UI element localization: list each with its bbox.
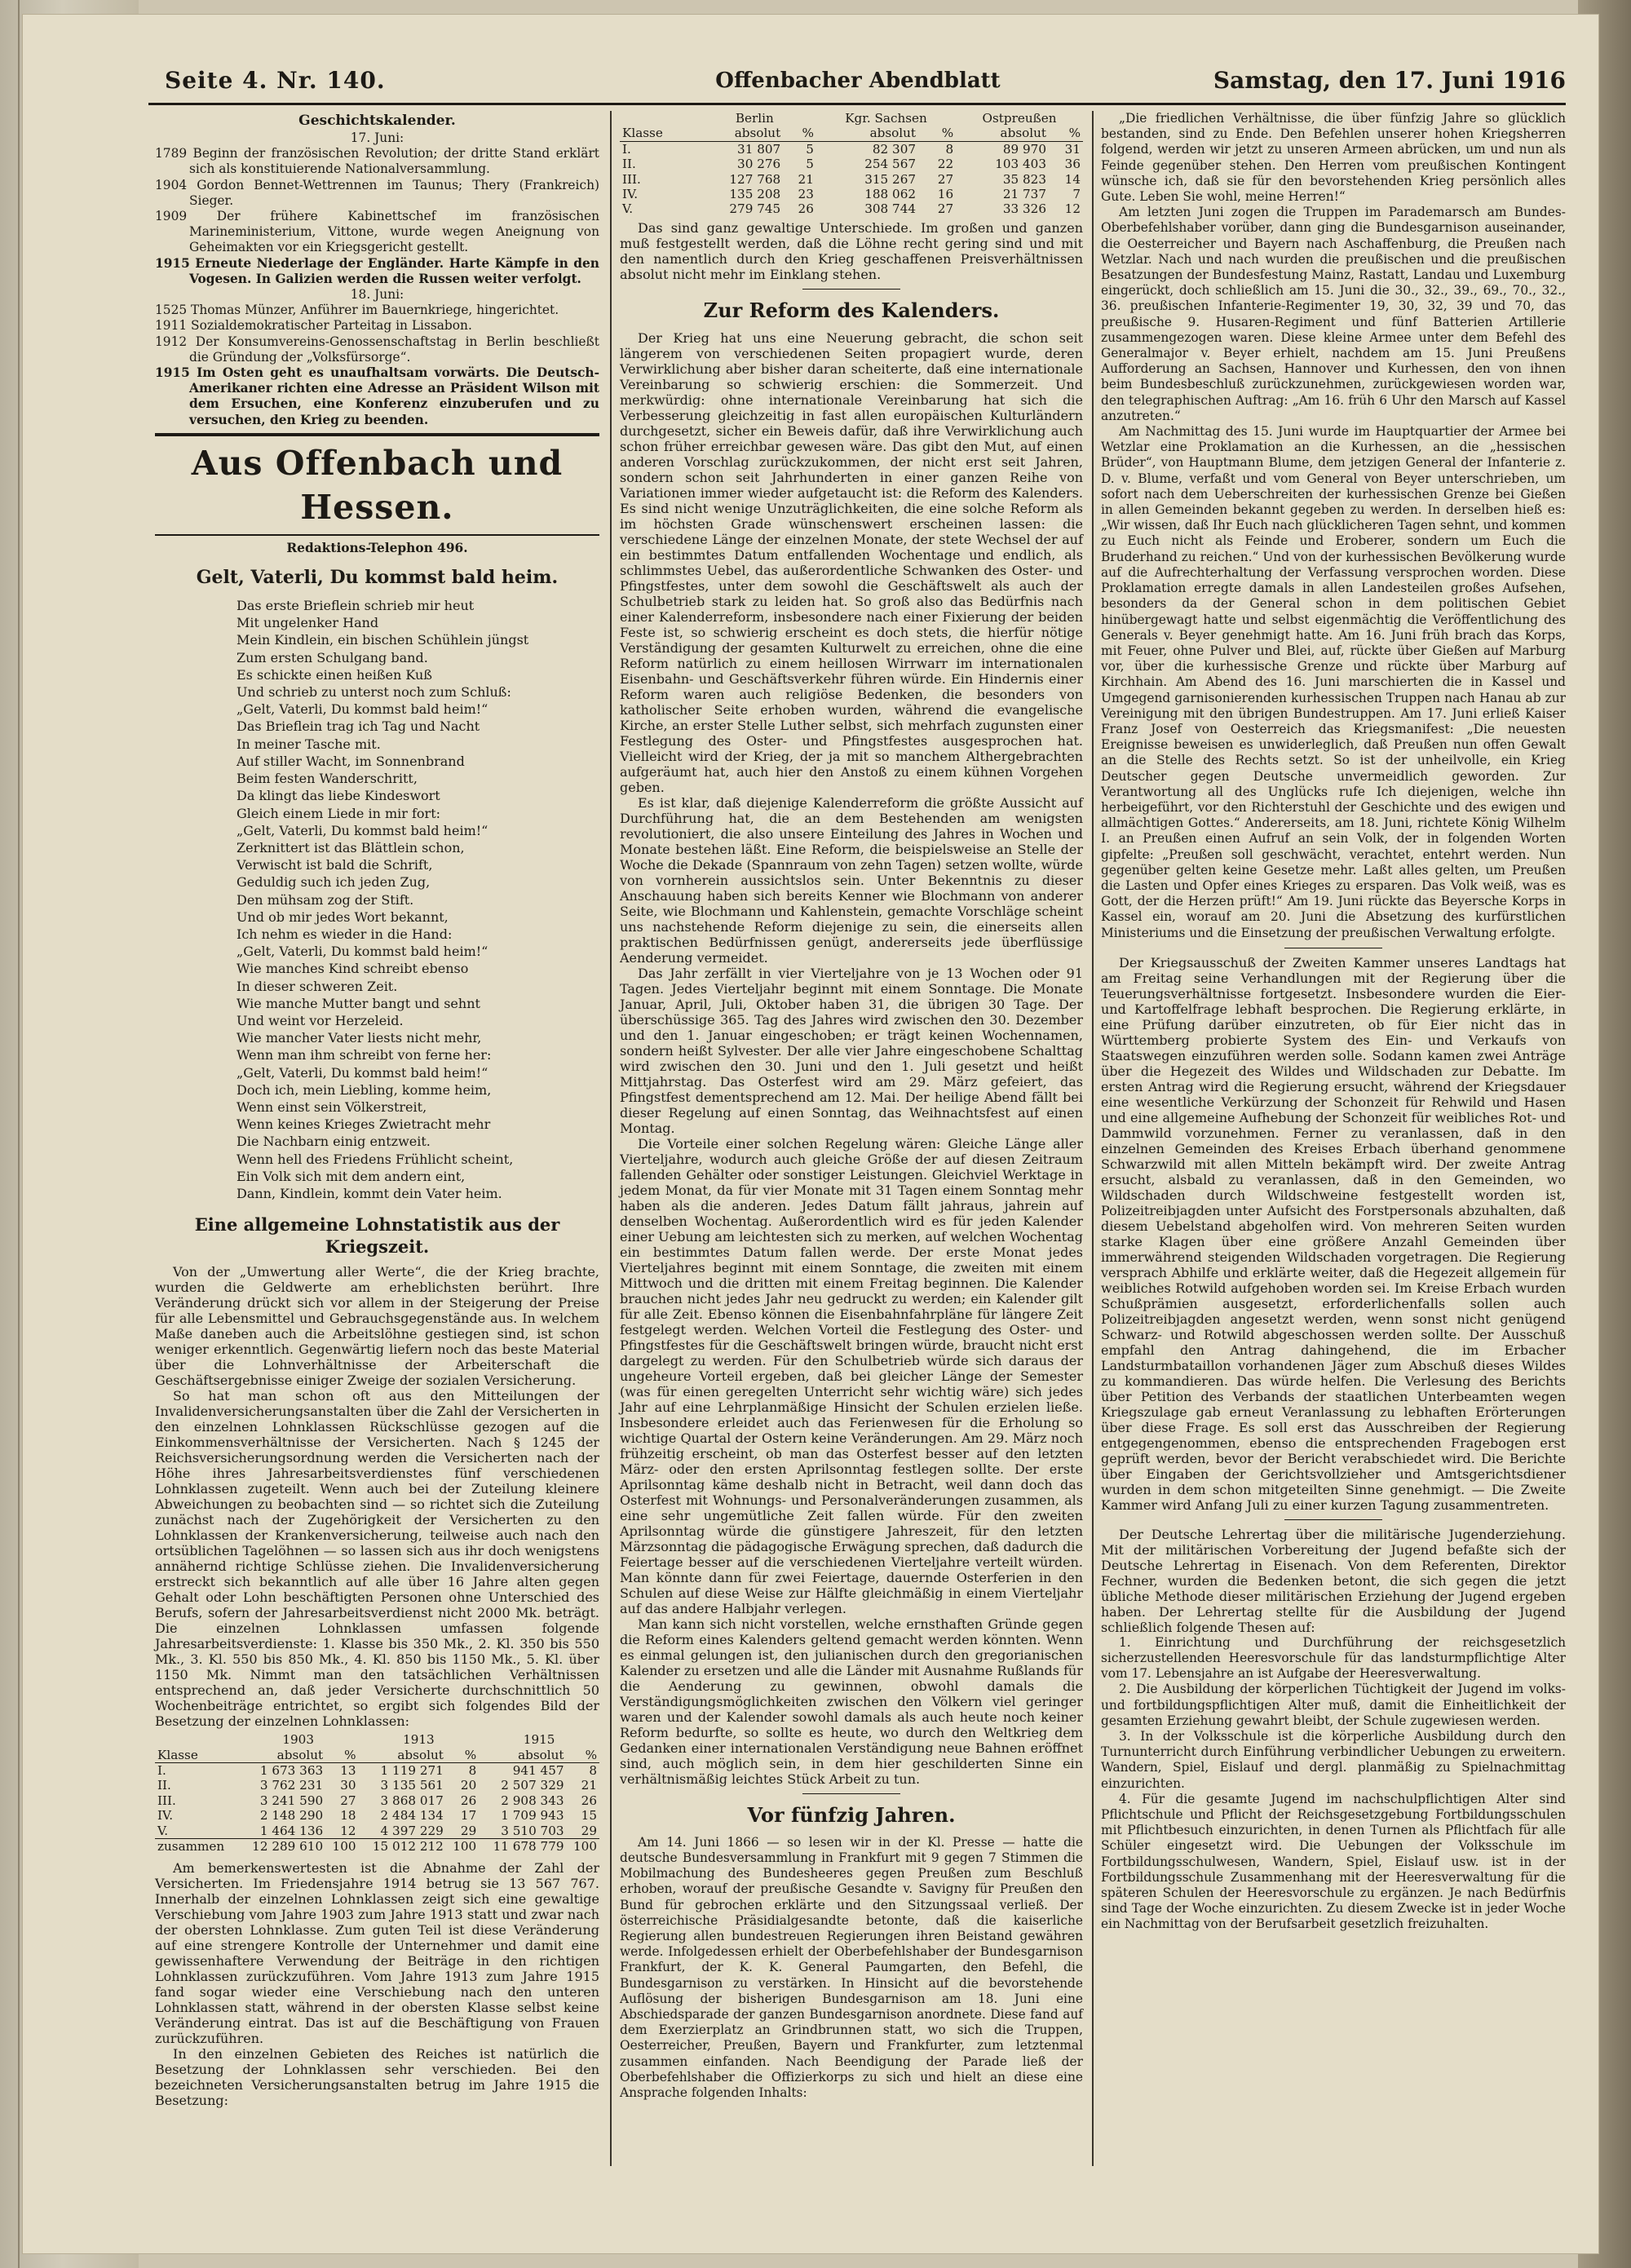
table-cell: I. — [157, 1762, 166, 1778]
table-cell: 3 241 590 — [259, 1793, 324, 1808]
poem-title: Gelt, Vaterli, Du kommst bald heim. — [196, 567, 559, 589]
fuenfzig-continuation: Am letzten Juni zogen die Truppen im Parademarsch am Bundes-Oberbefehlshaber vorüber, dann ging die Bundesgarnison auseinander, die Oesterreicher und Bayern nach Aschaffenburg, die Preußen nach Wetzlar. Nach und nach wurden die preußischen und die preußischen Besatzungen der Bundesfestung Mainz, Rastatt, Landau und Luxemburg eingerückt, doch schließlich am 15. Juni die 30., 32., 39., 69., 70., 32., 36. preußischen Infanterie-Regimenter 19, 30, 32, 39 und 70, das preußische 9. Husaren-Regiment und fünf Batterien Artillerie zusammengezogen waren. Diese kleine Armee unter dem Befehl des Generalmajor v. Beyer erhielt, nachdem am 15. Juni Preußens Aufforderung an Sachsen, Hannover und Kurhessen, den von ihnen beim Bundesbeschluß zurückzunehmen, zurückgewiesen worden war, den telegraphischen Auftrag: „Am 16. früh 6 Uhr den Marsch auf Kassel anzutreten.“ — [1101, 205, 1566, 423]
table-cell: 1 709 943 — [501, 1808, 564, 1824]
poem-line: Wenn keines Krieges Zwietracht mehr — [236, 1116, 491, 1133]
table-subheader: absolut — [734, 126, 781, 141]
table-subheader: % — [802, 126, 814, 141]
table-region: Berlin — [735, 111, 774, 126]
table-cell: 12 — [340, 1823, 356, 1838]
table-row — [155, 1793, 599, 1808]
table-cell: 127 768 — [729, 171, 781, 187]
table-subheader: absolut — [1000, 126, 1047, 141]
table-cell: 29 — [460, 1823, 477, 1838]
poem-line: Die Nachbarn einig entzweit. — [236, 1134, 431, 1150]
table-cell: V. — [157, 1823, 169, 1838]
kalender-entries-1 — [155, 146, 599, 287]
poem-line: In dieser schweren Zeit. — [236, 978, 398, 994]
table-cell: 3 868 017 — [380, 1793, 444, 1808]
lehrertag-thesis: 4. Für die gesamte Jugend im nachschulpflichtigen Alter sind Pflichtschule und Pflicht der Reichsgesetzgebung Fortbildungsschulen mit Pflichtbesuch einzurichten, in denen Turnen als Pflichtfach für alle Schüler eingesetzt wird. Die Uebungen der Volksschule im Fortbildungsschulwesen, Wandern, Spiel, Eislauf usw. ist in der Fortbildungsschule Zusammenhang mit der Heeresverwaltung für die späteren Schulen der Heeresvorschule zu ergänzen. Je nach Bedürfnis sind Tage der Woche einzurichten. Zu diesem Zwecke ist in jeder Woche ein Nachmittag von der Berufsarbeit gesetzlich freizuhalten. — [1101, 1791, 1566, 1932]
header-date: Samstag, den 17. Juni 1916 — [1213, 67, 1566, 94]
section-rule — [155, 433, 599, 436]
poem-line: Wie manches Kind schreibt ebenso — [236, 961, 469, 977]
poem-line: Und ob mir jedes Wort bekannt, — [236, 909, 449, 925]
poem-line: „Gelt, Vaterli, Du kommst bald heim!“ — [236, 1064, 488, 1081]
fuenfzig-paragraph: Am 14. Juni 1866 — so lesen wir in der Kl. Presse — hatte die deutsche Bundesversammlung in Frankfurt mit 9 gegen 7 Stimmen die Mobilmachung des Bundesheeres gegen Preußen zum Beschluß erhoben, worauf der preußische Gesandte v. Savigny für Preußen den Bund für gebrochen erklärte und den Sitzungssaal verließ. Der österreichische Präsidialgesandte betonte, daß die kaiserliche Regierung allen bundestreuen Regierungen ihren Beistand gewähren werde. Infolgedessen erhielt der Oberbefehlshaber der Bundesgarnison Frankfurt, der K. K. General Paumgarten, den Befehl, die Bundesgarnison zu verstärken. In Hinsicht auf die bevorstehende Auflösung der bisherigen Bundesgarnison am 18. Juni eine Abschiedsparade der ganzen Bundesgarnison anordnete. Diese fand auf dem Exerzierplatz an Grindbrunnen statt, wo sich die Truppen, Oesterreicher, Preußen, Bayern und Frankfurter, zum letztenmal zusammen einfanden. Nach Beendigung der Parade ließ der Oberbefehlshaber die Offizierkorps zu sich und hielt an diese eine Ansprache folgenden Inhalts: — [620, 1834, 1083, 2101]
table-cell: 8 — [468, 1762, 477, 1778]
table-cell: 36 — [1064, 157, 1081, 172]
column-2 — [620, 111, 1083, 2101]
table-cell: 308 744 — [864, 201, 917, 217]
kalender-entry: 1789 Beginn der französischen Revolution; der dritte Stand erklärt sich als konstituierende Nationalversammlung. — [155, 146, 599, 177]
table-subheader: absolut — [518, 1747, 564, 1762]
table-subheader: % — [1068, 126, 1081, 141]
column-divider — [610, 111, 612, 2166]
reform-title: Zur Reform des Kalenders. — [703, 298, 1000, 322]
table-cell: 23 — [798, 187, 814, 202]
poem-line: Dann, Kindlein, kommt dein Vater heim. — [236, 1185, 502, 1201]
table-cell: 3 510 703 — [501, 1823, 564, 1838]
table-cell: 21 — [581, 1778, 597, 1793]
poem-line: Das Brieflein trag ich Tag und Nacht — [236, 718, 480, 735]
section-rule — [1284, 1519, 1382, 1520]
lehrertag-paragraph: Der Deutsche Lehrertag über die militärische Jugenderziehung. Mit der militärischen Vorbereitung der Jugend befaßte sich der Deutsche Lehrertag in Eisenach. Von dem Referenten, Direktor Fechner, wurden die Bedenken betont, die sich gegen die jetzt übliche Methode dieser militärischen Erziehung der Jugend ergeben haben. Der Lehrertag stellte für die Ausbildung der Jugend schließlich folgende Thesen auf: — [1101, 1526, 1566, 1635]
table-cell: 2 507 329 — [501, 1778, 564, 1793]
table-row — [155, 1808, 599, 1823]
table-cell: 27 — [937, 201, 954, 217]
table-cell: II. — [157, 1778, 171, 1793]
table-cell: 26 — [798, 201, 814, 217]
table-cell: III. — [622, 171, 641, 187]
table-subheader: % — [344, 1747, 356, 1762]
table-row — [155, 1824, 599, 1839]
kalender-date: 18. Juni: — [350, 287, 404, 303]
table-subheader: Klasse — [157, 1747, 198, 1762]
kalender-entry: 1911 Sozialdemokratischer Parteitag in Lissabon. — [155, 318, 472, 334]
table-cell: 35 823 — [1002, 171, 1047, 187]
table-cell: V. — [622, 201, 634, 217]
table-row — [155, 1762, 599, 1778]
section-rule — [802, 1793, 900, 1794]
poem-line: Zerknittert ist das Blättlein schon, — [236, 839, 465, 855]
kalender-title: Geschichtskalender. — [298, 113, 456, 129]
poem-line: Das erste Brieflein schrieb mir heut — [236, 598, 475, 614]
table-cell: 82 307 — [872, 141, 917, 157]
table-subheader: % — [585, 1747, 597, 1762]
table-row — [620, 172, 1083, 187]
fuenfzig-title: Vor fünfzig Jahren. — [747, 1802, 956, 1827]
table-cell: 100 — [453, 1839, 477, 1855]
poem-line: Verwischt ist bald die Schrift, — [236, 857, 433, 873]
table-cell: 12 289 610 — [252, 1839, 324, 1855]
poem-line: Ein Volk sich mit dem andern eint, — [236, 1168, 466, 1184]
kalender-entry: 1915 Im Osten geht es unaufhaltsam vorwärts. Die Deutsch-Amerikaner richten eine Adresse an Präsident Wilson mit dem Ersuchen, eine Konferenz einzuberufen und zu versuchen, den Krieg zu beenden. — [155, 365, 599, 427]
table-subheader: absolut — [397, 1747, 444, 1762]
table-cell: 1 119 271 — [380, 1762, 444, 1778]
table-cell: 30 276 — [737, 157, 781, 172]
kalender-date: 17. Juni: — [350, 130, 404, 145]
table-subheader: % — [941, 126, 954, 141]
table-commentary: Das sind ganz gewaltige Unterschiede. Im großen und ganzen muß festgestellt werden, daß die Löhne recht gering sind und mit den namentlich durch den Krieg geschaffenen Preisverhältnissen absolut nicht mehr im Einklang stehen. — [620, 219, 1083, 282]
section-title: Aus Offenbach und Hessen. — [191, 443, 564, 527]
lehrertag-thesis: 2. Die Ausbildung der körperlichen Tüchtigkeit der Jugend im volks- und fortbildungspflichtigen Alter muß, damit die Einheitlichkeit der gesamten Erziehung gewahrt bleibt, der Schule zugewiesen werden. — [1101, 1682, 1566, 1728]
table-cell: 15 — [581, 1808, 597, 1824]
poem-line: Wenn einst sein Völkerstreit, — [236, 1099, 427, 1115]
table-total-row — [155, 1839, 599, 1855]
kalender-entry: 1915 Erneute Niederlage der Engländer. Harte Kämpfe in den Vogesen. In Galizien werden die Russen weiter verfolgt. — [155, 255, 599, 286]
lohnklassen-table — [155, 1732, 599, 1854]
header-masthead: Offenbacher Abendblatt — [715, 69, 1001, 93]
table-cell: 100 — [573, 1839, 597, 1855]
table-cell: III. — [157, 1793, 176, 1808]
table-cell: zusammen — [157, 1839, 225, 1855]
table-cell: 22 — [937, 157, 954, 172]
section-rule — [802, 289, 900, 290]
poem-line: Den mühsam zog der Stift. — [236, 891, 414, 908]
table-cell: 31 — [1064, 141, 1081, 157]
poem-line: Mein Kindlein, ein bischen Schühlein jüngst — [236, 632, 529, 648]
table-cell: 8 — [945, 141, 954, 157]
kalender-entry: 1904 Gordon Bennet-Wettrennen im Taunus; Thery (Frankreich) Sieger. — [155, 177, 599, 208]
reform-paragraph: Man kann sich nicht vorstellen, welche ernsthaften Gründe gegen die Reform eines Kalenders geltend gemacht werden könnten. Wenn es einmal gelungen ist, den julianischen durch den gregorianischen Kalender zu ersetzen und alle die Länder mit Ausnahme Rußlands für die Aenderung zu gewinnen, obwohl damals die Verständigungsmöglichkeiten zwischen den Völkern viel geringer waren und der Kalender sowohl damals als auch heute noch keiner Reform bedurfte, so sollte es heute, wo durch den Weltkrieg dem Gedanken einer internationalen Verständigung neue Bahnen eröffnet sind, auch möglich sein, in dem hier geschilderten Sinne ein verhältnismäßig leichtes Stück Arbeit zu tun. — [620, 1616, 1083, 1787]
fuenfzig-continuation: Am Nachmittag des 15. Juni wurde im Hauptquartier der Armee bei Wetzlar eine Proklamation an die Kurhessen, an die „hessischen Brüder“, von Hauptmann Blume, dem jetzigen General der Infanterie z. D. v. Blume, verfaßt und vom General von Beyer unterschrieben, um sofort nach dem Ueberschreiten der kurhessischen Grenze bei Gießen in allen Gemeinden bekannt gegeben zu werden. In derselben hieß es: „Wir wissen, daß Ihr Euch nach glücklicheren Tagen sehnt, und kommen zu Euch nicht als Feinde und Eroberer, sondern um Euch die Bruderhand zu reichen.“ Und von der kurhessischen Bevölkerung wurde auf die Aufrechterhaltung der Verfassung versprochen worden. Diese Proklamation erregte damals in allen Landesteilen großes Aufsehen, besonders da der General schon in dem politischen Gebiet hinübergewagt hatte und selbst eigenmächtig die Veröffentlichung des Generals v. Beyer genehmigt hatte. Am 16. Juni früh brach das Korps, mit Feuer, ohne Pulver und Blei, auf, rückte über Gießen auf Marburg vor, über die kurhessische Grenze und rückte über Marburg auf Kirchhain. Am Abend des 16. Juni marschierten die in Kassel und Umgegend garnisonierenden kurhessischen Truppen nach Hanau ab zur Vereinigung mit den übrigen Bundestruppen. Am 17. Juni erließ Kaiser Franz Josef von Oesterreich das Kriegsmanifest: „Die neuesten Ereignisse beweisen es unwiderleglich, daß Preußen nun offen Gewalt an die Stelle des Rechts setzt. So ist der unheilvolle, ein Krieg Deutscher gegen Deutsche unvermeidlich geworden. Zur Verantwortung all des Unglücks rufe Ich diejenigen, welche ihn herbeigeführt, vor den Richterstuhl der Geschichte und des ewigen und allmächtigen Gottes.“ Andererseits, am 18. Juni, richtete König Wilhelm I. an Preußen einen Aufruf an sein Volk, der in folgenden Worten gipfelte: „Preußen soll geschwächt, verachtet, entehrt werden. Nun gegenüber gelten keine Gesetze mehr. Laßt alles gelten, um Preußen die Lasten und Opfer eines Krieges zu ersparen. Das Volk weiß, was es Gott, der die Herzen prüft!“ Am 19. Juni rückte das Beyersche Korps in Kassel ein, worauf am 20. Juni die Absetzung des kurfürstlichen Ministeriums und die Einsetzung der preußischen Verwaltung erfolgte. — [1101, 424, 1566, 940]
poem-line: „Gelt, Vaterli, Du kommst bald heim!“ — [236, 944, 488, 960]
kriegsausschuss-paragraph: Der Kriegsausschuß der Zweiten Kammer unseres Landtags hat am Freitag seine Verhandlungen mit der Regierung über die Teuerungsverhältnisse fortgesetzt. Insbesondere wurden die Eier- und Kartoffelfrage lebhaft besprochen. Die Regierung erklärte, in eine Prüfung darüber einzutreten, ob für Eier nicht das in Württemberg probierte System des Ein- und Verkaufs von Staatswegen einzuführen werden solle. Sodann kamen zwei Anträge über die Hegezeit des Wildes und Wildschaden zur Debatte. Im ersten Antrag wird die Regierung ersucht, während der Kriegsdauer eine wesentliche Verkürzung der Schonzeit für Rehwild und Hasen und eine allgemeine Aufhebung der Schonzeit für weibliches Rot- und Dammwild vorzunehmen. Ferner zu veranlassen, daß in den einzelnen Gemeinden des Kreises Erbach überhand genommene Schwarzwild mit allen Mitteln bekämpft wird. Der zweite Antrag ersucht, alsbald zu veranlassen, daß in den Gemeinden, wo Wildschaden durch Wildschweine festgestellt worden ist, Polizeitreibjagden unter Aufsicht des Forstpersonals abzuhalten, daß diesem Uebelstand abgeholfen wird. Von mehreren Seiten wurden starke Klagen über eine größere Anzahl Gemeinden über immerwährend steigenden Wildschaden vorgetragen. Die Regierung versprach Abhilfe und erklärte weiter, daß die Hegezeit allgemein für weibliches Rotwild aufgehoben worden sei. Im Kreise Erbach wurden Schußprämien ausgesetzt, erforderlichenfalls sollen auch Polizeitreibjagden angesetzt werden, wenn sonst nicht genügend Schwarz- und Rotwild abgeschossen werden sollte. Der Ausschuß empfahl den Antrag dahingehend, die im Erbacher Landsturmbataillon vorhandenen Jäger zum Abschuß dieses Wildes zu kommandieren. Das würde helfen. Die Verlesung des Berichts über Petition des Verbands der staatlichen Unterbeamten wegen Kriegszulage gab erneut Veranlassung zu lebhaften Erörterungen über diese Frage. Es soll erst das Ausschreiben der Regierung entgegengenommen, ebenso die entsprechenden Fragebogen erst geprüft werden, bevor der Bericht verabschiedet wird. Die Berichte über Eingaben der Gerichtsvollzieher und Amtsgerichtsdiener wurden in dem schon mitgeteilten Sinne genehmigt. — Die Zweite Kammer wird Anfang Juli zu einer kurzen Tagung zusammentreten. — [1101, 954, 1566, 1513]
table-cell: 31 807 — [737, 141, 781, 157]
reform-paragraph: Die Vorteile einer solchen Regelung wären: Gleiche Länge aller Vierteljahre, wodurch auch gleiche Größe der auf diesen Zeitraum fallenden Gehälter oder sonstiger Leistungen. Gleichviel Werktage in jedem Monat, da für vier Monate mit 31 Tagen einem Sonntag mehr haben als die anderen. Jedes Datum fällt jahraus, jahrein auf denselben Wochentag. Außerordentlich wird es für jeden Kalender einer Uebung am leichtesten sich zu merken, auf welchen Wochentag ein bestimmtes Datum fallen werde. Der erste Monat jedes Vierteljahres beginnt mit einem Sonntage, die zweiten mit einem Mittwoch und die dritten mit einem Freitag beginnen. Die Kalender brauchen nicht jedes Jahr neu gedruckt zu werden; ein Kalender gilt für alle Zeit. Ebenso können die Eisenbahnfahrpläne für längere Zeit festgelegt werden. Welchen Vorteil die Festlegung des Oster- und Pfingstfestes für die Geschäftswelt bringen würde, braucht nicht erst dargelegt zu werden. Für den Schulbetrieb würde sich daraus der ungeheure Vorteil ergeben, daß bei gleicher Länge der Semester (was für einen geregelten Unterricht sehr wichtig wäre) sich jedes Jahr auf eine Lehrplanmäßige Hinsicht der Schulen erzielen ließe. Insbesondere erleidet auch das Ferienwesen für die Erholung so wichtige Quartal der Ostern keine Veränderungen. Am 29. März noch frühzeitig erscheint, ob man das Osterfest besser auf den letzten März- oder den ersten Aprilsonntag festlegen sollte. Der erste Aprilsonntag käme deshalb nicht in Betracht, weil dann doch das Osterfest mit Wohnungs- und Personalveränderungen zusammen, als eine sehr ungemütliche Zeit fallen würde. Für den zweiten Aprilsonntag würde die günstigere Jahreszeit, für den letzten Märzsonntag die pädagogische Erwägung sprechen, daß dadurch die Feiertage besser auf die verschiedenen Vierteljahre verteilt würden. Man könnte dann für zwei Feiertage, dauernde Osterferien in den Schulen auf diese Weise zur Hälfte gleichmäßig in einem Vierteljahr auf das andere Halbjahr verlegen. — [620, 1135, 1083, 1616]
reform-paragraph: Der Krieg hat uns eine Neuerung gebracht, die schon seit längerem von verschiedenen Seiten propagiert wurde, deren Verwirklichung aber bisher daran scheiterte, daß eine internationale Vereinbarung so schwierig erschien: die Sommerzeit. Und merkwürdig: ohne internationale Vereinbarung hat sich die Verbesserung gleichzeitig in fast allen europäischen Kulturländern durchgesetzt, sicher ein Beweis dafür, daß ihre Verwirklichung auch schon früher erreichbar gewesen wäre. Das gibt den Mut, auf einen anderen Vorschlag zurückzukommen, der nicht erst seit Jahren, sondern schon seit Jahrhunderten in einer ganzen Reihe von Variationen immer wieder aufgetaucht ist: die Reform des Kalenders. Es sind nicht wenige Unzuträglichkeiten, die eine solche Reform als im höchsten Grade wünschenswert erscheinen lassen: die verschiedene Länge der einzelnen Monate, der stete Wechsel der auf ein bestimmtes Datum entfallenden Wochentage und endlich, als schlimmstes Uebel, das außerordentliche Schwanken des Oster- und Pfingstfestes, unter dem sowohl die Geschäftswelt als auch der Schulbetrieb stark zu leiden hat. So groß also das Bedürfnis nach einer Kalenderreform, insbesondere nach einer Fixierung der beiden Feste ist, so schwierig erscheint es doch stets, die hierfür nötige Verständigung der gesamten Kulturwelt zu erreichen, ohne die eine Reform natürlich zu einem heillosen Wirrwarr im internationalen Eisenbahn- und Geschäftsverkehr führen würde. Ein Hindernis einer Reform waren auch religiöse Bedenken, die besonders von katholischer Seite erhoben wurden, während die evangelische Kirche, an erster Stelle Luther selbst, sich mehrfach zugunsten einer Festlegung des Oster- und Pfingstfestes ausgesprochen hat. Vielleicht wird der Krieg, der ja mit so manchem Althergebrachten aufgeräumt hat, auch hier den Anstoß zu einem kühnen Vorgehen geben. — [620, 329, 1083, 795]
table-cell: 4 397 229 — [380, 1823, 444, 1838]
lohn-paragraph: Am bemerkenswertesten ist die Abnahme der Zahl der Versicherten. Im Friedensjahre 1914 betrug sie 13 567 767. Innerhalb der einzelnen Lohnklassen zeigt sich eine gewaltige Verschiebung vom Jahre 1903 zum Jahre 1913 statt und zwar nach der obersten Lohnklasse. Zum guten Teil ist diese Veränderung auf eine strengere Kontrolle der Unternehmer und damit eine gewissenhaftere Verwendung der Beiträge in den richtigen Lohnklassen zurückzuführen. Vom Jahre 1913 zum Jahre 1915 fand sogar wieder eine Verschiebung nach den unteren Lohnklassen statt, während in der obersten Klasse selbst keine Veränderung eintrat. Das ist auf die Beschäftigung von Frauen zurückzuführen. — [155, 1860, 599, 2047]
column-3 — [1101, 111, 1566, 1933]
poem-line: Wenn man ihm schreibt von ferne her: — [236, 1047, 492, 1063]
table-cell: 14 — [1064, 171, 1081, 187]
table-cell: 20 — [460, 1778, 477, 1793]
header-page-number: Seite 4. Nr. 140. — [165, 67, 386, 94]
table-cell: 941 457 — [512, 1762, 564, 1778]
poem-line: Zum ersten Schulgang band. — [236, 649, 428, 665]
table-region: Ostpreußen — [982, 111, 1057, 126]
poem-line: Und schrieb zu unterst noch zum Schluß: — [236, 684, 511, 701]
table-cell: 30 — [340, 1778, 356, 1793]
page-header — [148, 64, 1566, 96]
table-cell: 103 403 — [995, 157, 1047, 172]
lehrertag-thesis: 3. In der Volksschule ist die körperliche Ausbildung durch den Turnunterricht durch Einführung verbindlicher Uebungen zu erweitern. Wandern, Spiel, Eislauf und dergl. planmäßig zu Spielnachmittag einzurichten. — [1101, 1728, 1566, 1791]
poem-line: Mit ungelenker Hand — [236, 615, 379, 631]
table-cell: 5 — [806, 141, 814, 157]
table-row — [620, 201, 1083, 216]
redaktions-telephon: Redaktions-Telephon 496. — [286, 540, 468, 555]
column-1 — [155, 111, 599, 2108]
table-cell: 18 — [340, 1808, 356, 1824]
column-divider — [1092, 111, 1094, 2166]
table-subheader-row — [155, 1748, 599, 1763]
poem-line: Wie mancher Vater liests nicht mehr, — [236, 1030, 482, 1046]
table-cell: 2 484 134 — [380, 1808, 444, 1824]
table-cell: 33 326 — [1002, 201, 1047, 217]
table-cell: 2 148 290 — [259, 1808, 324, 1824]
table-cell: 7 — [1072, 187, 1081, 202]
kalender-entries-2 — [155, 303, 599, 428]
kalender-entry: 1909 Der frühere Kabinettschef im französischen Marineministerium, Vittone, wurde wegen Aneignung von Geheimakten vor ein Kriegsgericht gestellt. — [155, 209, 599, 255]
poem-line: Es schickte einen heißen Kuß — [236, 666, 432, 683]
poem-line: Auf stiller Wacht, im Sonnenbrand — [236, 753, 465, 769]
table-cell: 5 — [806, 157, 814, 172]
table-row — [155, 1778, 599, 1793]
table-cell: 15 012 212 — [372, 1839, 444, 1855]
table-cell: 135 208 — [729, 187, 781, 202]
table-cell: 188 062 — [864, 187, 917, 202]
table-cell: 3 762 231 — [259, 1778, 324, 1793]
lohn-paragraph: Von der „Umwertung aller Werte“, die der Krieg brachte, wurden die Geldwerte am erheblichsten berührt. Ihre Veränderung drückt sich vor allem in der Steigerung der Preise für alle Lebensmittel und Gebrauchsgegenstände aus. In welchem Maße daneben auch die Arbeitslöhne gestiegen sind, ist schon weniger erkenntlich. Gegenwärtig liefern noch das beste Material über die Lohnverhältnisse der Arbeiterschaft die Geschäftsergebnisse einiger Zweige der sozialen Versicherung. — [155, 1264, 599, 1389]
table-year: 1903 — [282, 1732, 314, 1748]
poem-line: Wie manche Mutter bangt und sehnt — [236, 995, 480, 1011]
regional-table — [620, 111, 1083, 217]
table-cell: 11 678 779 — [493, 1839, 564, 1855]
kalender-entry: 1525 Thomas Münzer, Anführer im Bauernkriege, hingerichtet. — [155, 303, 559, 318]
lohn-title: Eine allgemeine Lohnstatistik aus der Kriegszeit. — [194, 1214, 560, 1258]
table-cell: 12 — [1064, 201, 1081, 217]
section-rule — [155, 534, 599, 536]
poem-line: Doch ich, mein Liebling, komme heim, — [236, 1081, 492, 1098]
poem-line: Beim festen Wanderschritt, — [236, 771, 418, 787]
spacer — [155, 1854, 599, 1860]
table-row — [620, 187, 1083, 201]
table-subheader: % — [464, 1747, 477, 1762]
table-subheader: absolut — [869, 126, 917, 141]
table-cell: IV. — [622, 187, 639, 202]
table-year: 1915 — [523, 1732, 555, 1748]
table-cell: 26 — [581, 1793, 597, 1808]
header-rule — [148, 103, 1566, 105]
poem-line: Ich nehm es wieder in die Hand: — [236, 926, 453, 942]
poem-line: Da klingt das liebe Kindeswort — [236, 788, 440, 804]
table-cell: 21 737 — [1002, 187, 1047, 202]
poem-line: „Gelt, Vaterli, Du kommst bald heim!“ — [236, 701, 488, 718]
table-cell: I. — [622, 141, 631, 157]
poem-line: Wenn hell des Friedens Frühlicht scheint, — [236, 1151, 514, 1167]
table-cell: 27 — [937, 171, 954, 187]
table-year: 1913 — [403, 1732, 435, 1748]
poem-line: Geduldig such ich jeden Zug, — [236, 874, 431, 891]
table-cell: 27 — [340, 1793, 356, 1808]
table-cell: 21 — [798, 171, 814, 187]
table-cell: 100 — [332, 1839, 356, 1855]
lohn-paragraph: So hat man schon oft aus den Mitteilungen der Invalidenversicherungsanstalten über die Zahl der Versicherten in den einzelnen Lohnklassen Rückschlüsse gezogen auf die Einkommensverhältnisse der Versicherten. Nach § 1245 der Reichsversicherungsordnung werden die Versicherten nach der Höhe ihres Jahresarbeitsverdienstes fünf verschiedenen Lohnklassen zugeteilt. Wenn auch bei der Zuteilung kleinere Abweichungen zu beobachten sind — so richtet sich die Zuteilung zunächst nach der Zugehörigkeit der Versicherten zu den Lohnklassen der Krankenversicherung, teilweise auch nach den ortsüblichen Tagelöhnen — so lassen sich aus ihr doch wenigstens annähernd richtige Schlüsse ziehen. Die Invalidenversicherung erstreckt sich bekanntlich auf alle über 16 Jahre alten gegen Gehalt oder Lohn beschäftigten Personen ohne Unterschied des Berufs, sofern der Jahresarbeitsverdienst nicht 2000 Mk. beträgt. Die einzelnen Lohnklassen umfassen folgende Jahresarbeitsverdienste: 1. Klasse bis 350 Mk., 2. Kl. 350 bis 550 Mk., 3. Kl. 550 bis 850 Mk., 4. Kl. 850 bis 1150 Mk., 5. Kl. über 1150 Mk. Nimmt man den tatsächlichen Verhältnissen entsprechend an, daß jeder Versicherte durchschnittlich 50 Wochenbeiträge entrichtet, so ergibt sich folgendes Bild der Besetzung der einzelnen Lohnklassen: — [155, 1388, 599, 1730]
reform-paragraph: Es ist klar, daß diejenige Kalenderreform die größte Aussicht auf Durchführung hat, die an dem Bestehenden am wenigsten revolutioniert, die also unsere Einteilung des Jahres in Wochen und Monate bestehen läßt. Eine Reform, die beispielsweise an Stelle der Woche die Dekade (Spannraum von zehn Tagen) setzen wollte, würde von vornherein aussichtslos sein. Unter Bekenntnis zu dieser Anschauung haben sich bereits Kenner wie Blochmann von anderer Seite, wie Blochmann und Kahlenstein, gemachte Vorschläge scheint uns nachstehende Reform diejenige zu sein, die einerseits allen praktischen Bedürfnissen genügt, andererseits jede überflüssige Aenderung vermeidet. — [620, 794, 1083, 966]
reform-paragraph: Das Jahr zerfällt in vier Vierteljahre von je 13 Wochen oder 91 Tagen. Jedes Vierteljahr beginnt mit einem Sonntage. Die Monate Januar, April, Juli, Oktober haben 31, die übrigen 30 Tage. Der überschüssige 365. Tag des Jahres wird zwischen den 30. Dezember und den 1. Januar eingeschoben; er trägt keinen Wochennamen, sondern heißt Sylvester. Der alle vier Jahre eingeschobene Schalttag wird zwischen den 30. Juni und den 1. Juli gesetzt und heißt Mittjahrstag. Das Osterfest wird am 29. März gefeiert, das Pfingstfest dementsprechend am 12. Mai. Der heilige Abend fällt bei dieser Regelung auf einen Sonntag, das Weihnachtsfest auf einen Montag. — [620, 965, 1083, 1136]
table-cell: 26 — [460, 1793, 477, 1808]
lehrertag-thesis: 1. Einrichtung und Durchführung der reichsgesetzlich sicherzustellenden Heeresvorschule für das landsturmpflichtige Alter vom 17. Lebensjahre an ist Aufgabe der Heeresverwaltung. — [1101, 1634, 1566, 1682]
table-cell: 13 — [340, 1762, 356, 1778]
table-cell: 2 908 343 — [501, 1793, 564, 1808]
poem-line: „Gelt, Vaterli, Du kommst bald heim!“ — [236, 822, 488, 838]
table-row — [620, 141, 1083, 157]
table-cell: 279 745 — [729, 201, 781, 217]
table-cell: II. — [622, 157, 636, 172]
kalender-entry: 1912 Der Konsumvereins-Genossenschaftstag in Berlin beschließt die Gründung der „Volksfürsorge“. — [155, 334, 599, 365]
table-cell: 17 — [460, 1808, 477, 1824]
table-cell: IV. — [157, 1808, 174, 1824]
lohn-paragraph: In den einzelnen Gebieten des Reiches ist natürlich die Besetzung der Lohnklassen sehr verschieden. Bei den bezeichneten Versicherungsanstalten betrug im Jahre 1915 die Besetzung: — [155, 2046, 599, 2109]
fuenfzig-continuation: „Die friedlichen Verhältnisse, die über fünfzig Jahre so glücklich bestanden, sind zu Ende. Den Befehlen unserer hohen Kriegsherren folgend, werden wir jetzt zu unseren Armeen abrücken, um und nun als Feinde gegenüber stehen. Den Herren vom preußischen Kontingent wünsche ich, daß sie für den bevorstehenden Krieg persönlich alles Gute. Leben Sie wohl, meine Herren!“ — [1101, 111, 1566, 205]
table-cell: 8 — [589, 1762, 597, 1778]
table-cell: 16 — [937, 187, 954, 202]
table-subheader: Klasse — [622, 126, 663, 141]
poem-line: Und weint vor Herzeleid. — [236, 1012, 404, 1028]
table-cell: 1 464 136 — [259, 1823, 324, 1838]
table-cell: 29 — [581, 1823, 597, 1838]
poem-line: Gleich einem Liede in mir fort: — [236, 805, 441, 821]
table-subheader: absolut — [276, 1747, 324, 1762]
poem-line: In meiner Tasche mit. — [236, 736, 381, 752]
table-subheader-row — [620, 126, 1083, 141]
table-cell: 1 673 363 — [259, 1762, 324, 1778]
table-row — [620, 157, 1083, 171]
table-cell: 254 567 — [864, 157, 917, 172]
table-cell: 89 970 — [1002, 141, 1047, 157]
table-cell: 315 267 — [864, 171, 917, 187]
table-region: Kgr. Sachsen — [845, 111, 927, 126]
table-cell: 3 135 561 — [380, 1778, 444, 1793]
poem — [155, 597, 599, 1202]
